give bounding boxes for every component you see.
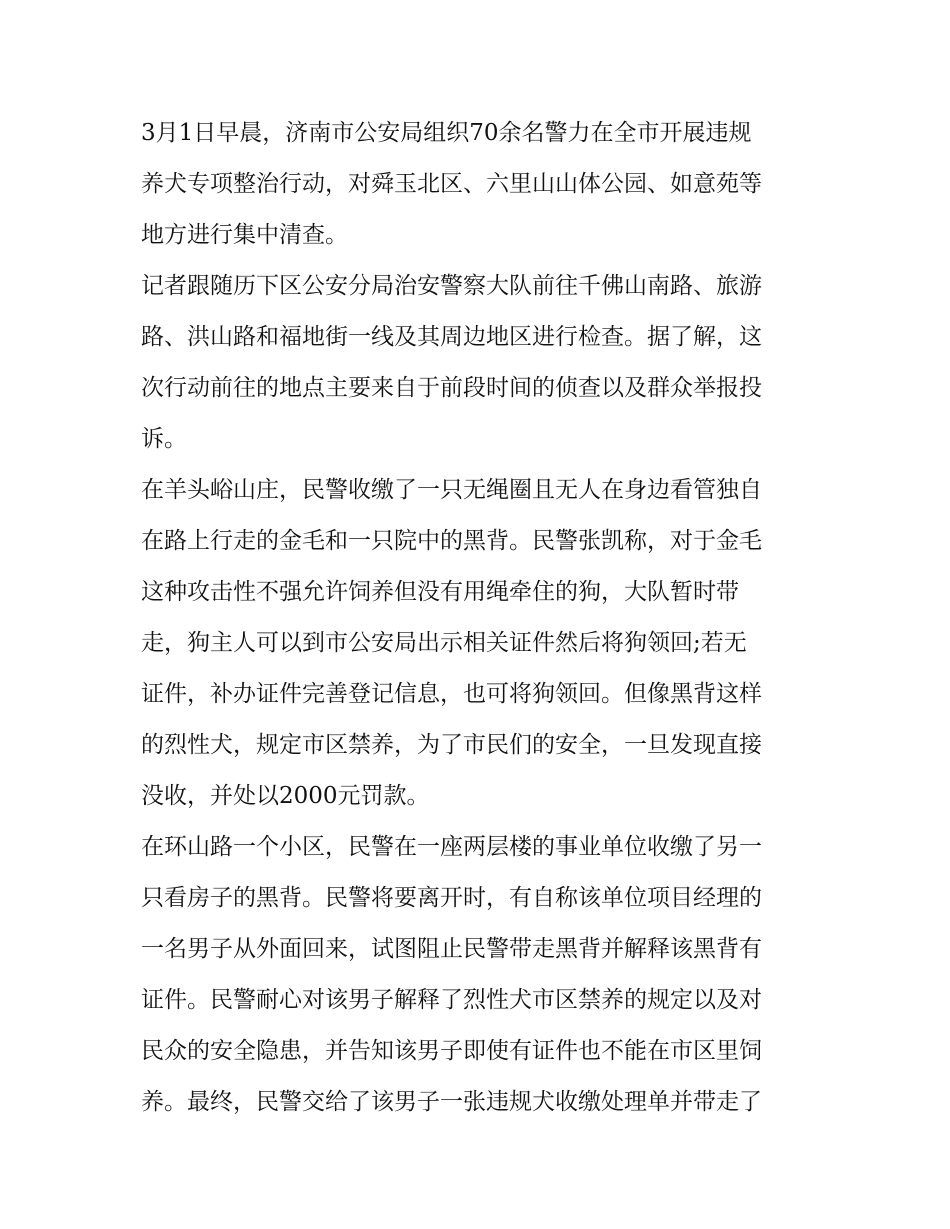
text-line: 诉。 — [141, 426, 187, 452]
text-line: 养。最终，民警交给了该男子一张违规犬收缴处理单并带走了 — [141, 1089, 762, 1115]
paragraph-3 — [141, 465, 813, 822]
paragraph-1 — [141, 108, 813, 261]
text-line: 这种攻击性不强允许饲养但没有用绳牵住的狗，大队暂时带 — [141, 579, 739, 605]
paragraph-4 — [141, 822, 813, 1128]
text-line: 的烈性犬，规定市区禁养，为了市民们的安全，一旦发现直接 — [141, 732, 762, 758]
text-line: 一名男子从外面回来，试图阻止民警带走黑背并解释该黑背有 — [141, 936, 762, 962]
text-line: 地方进行集中清查。 — [141, 222, 348, 248]
text-line: 走，狗主人可以到市公安局出示相关证件然后将狗领回;若无 — [141, 630, 747, 656]
text-line: 养犬专项整治行动，对舜玉北区、六里山山体公园、如意苑等 — [141, 171, 762, 197]
text-line: 民众的安全隐患，并告知该男子即使有证件也不能在市区里饲 — [141, 1038, 762, 1064]
text-line: 在羊头峪山庄，民警收缴了一只无绳圈且无人在身边看管独自 — [141, 477, 762, 503]
article-body — [141, 108, 813, 1128]
text-line: 只看房子的黑背。民警将要离开时，有自称该单位项目经理的 — [141, 885, 762, 911]
text-line: 在环山路一个小区，民警在一座两层楼的事业单位收缴了另一 — [141, 834, 762, 860]
text-line: 证件。民警耐心对该男子解释了烈性犬市区禁养的规定以及对 — [141, 987, 762, 1013]
text-line: 证件，补办证件完善登记信息，也可将狗领回。但像黑背这样 — [141, 681, 762, 707]
text-line: 记者跟随历下区公安分局治安警察大队前往千佛山南路、旅游 — [141, 273, 762, 299]
text-line: 3月1日早晨，济南市公安局组织70余名警力在全市开展违规 — [141, 120, 752, 146]
text-line: 没收，并处以2000元罚款。 — [141, 783, 430, 809]
text-line: 次行动前往的地点主要来自于前段时间的侦查以及群众举报投 — [141, 375, 762, 401]
text-line: 路、洪山路和福地街一线及其周边地区进行检查。据了解，这 — [141, 324, 762, 350]
text-line: 在路上行走的金毛和一只院中的黑背。民警张凯称，对于金毛 — [141, 528, 762, 554]
paragraph-2 — [141, 261, 813, 465]
